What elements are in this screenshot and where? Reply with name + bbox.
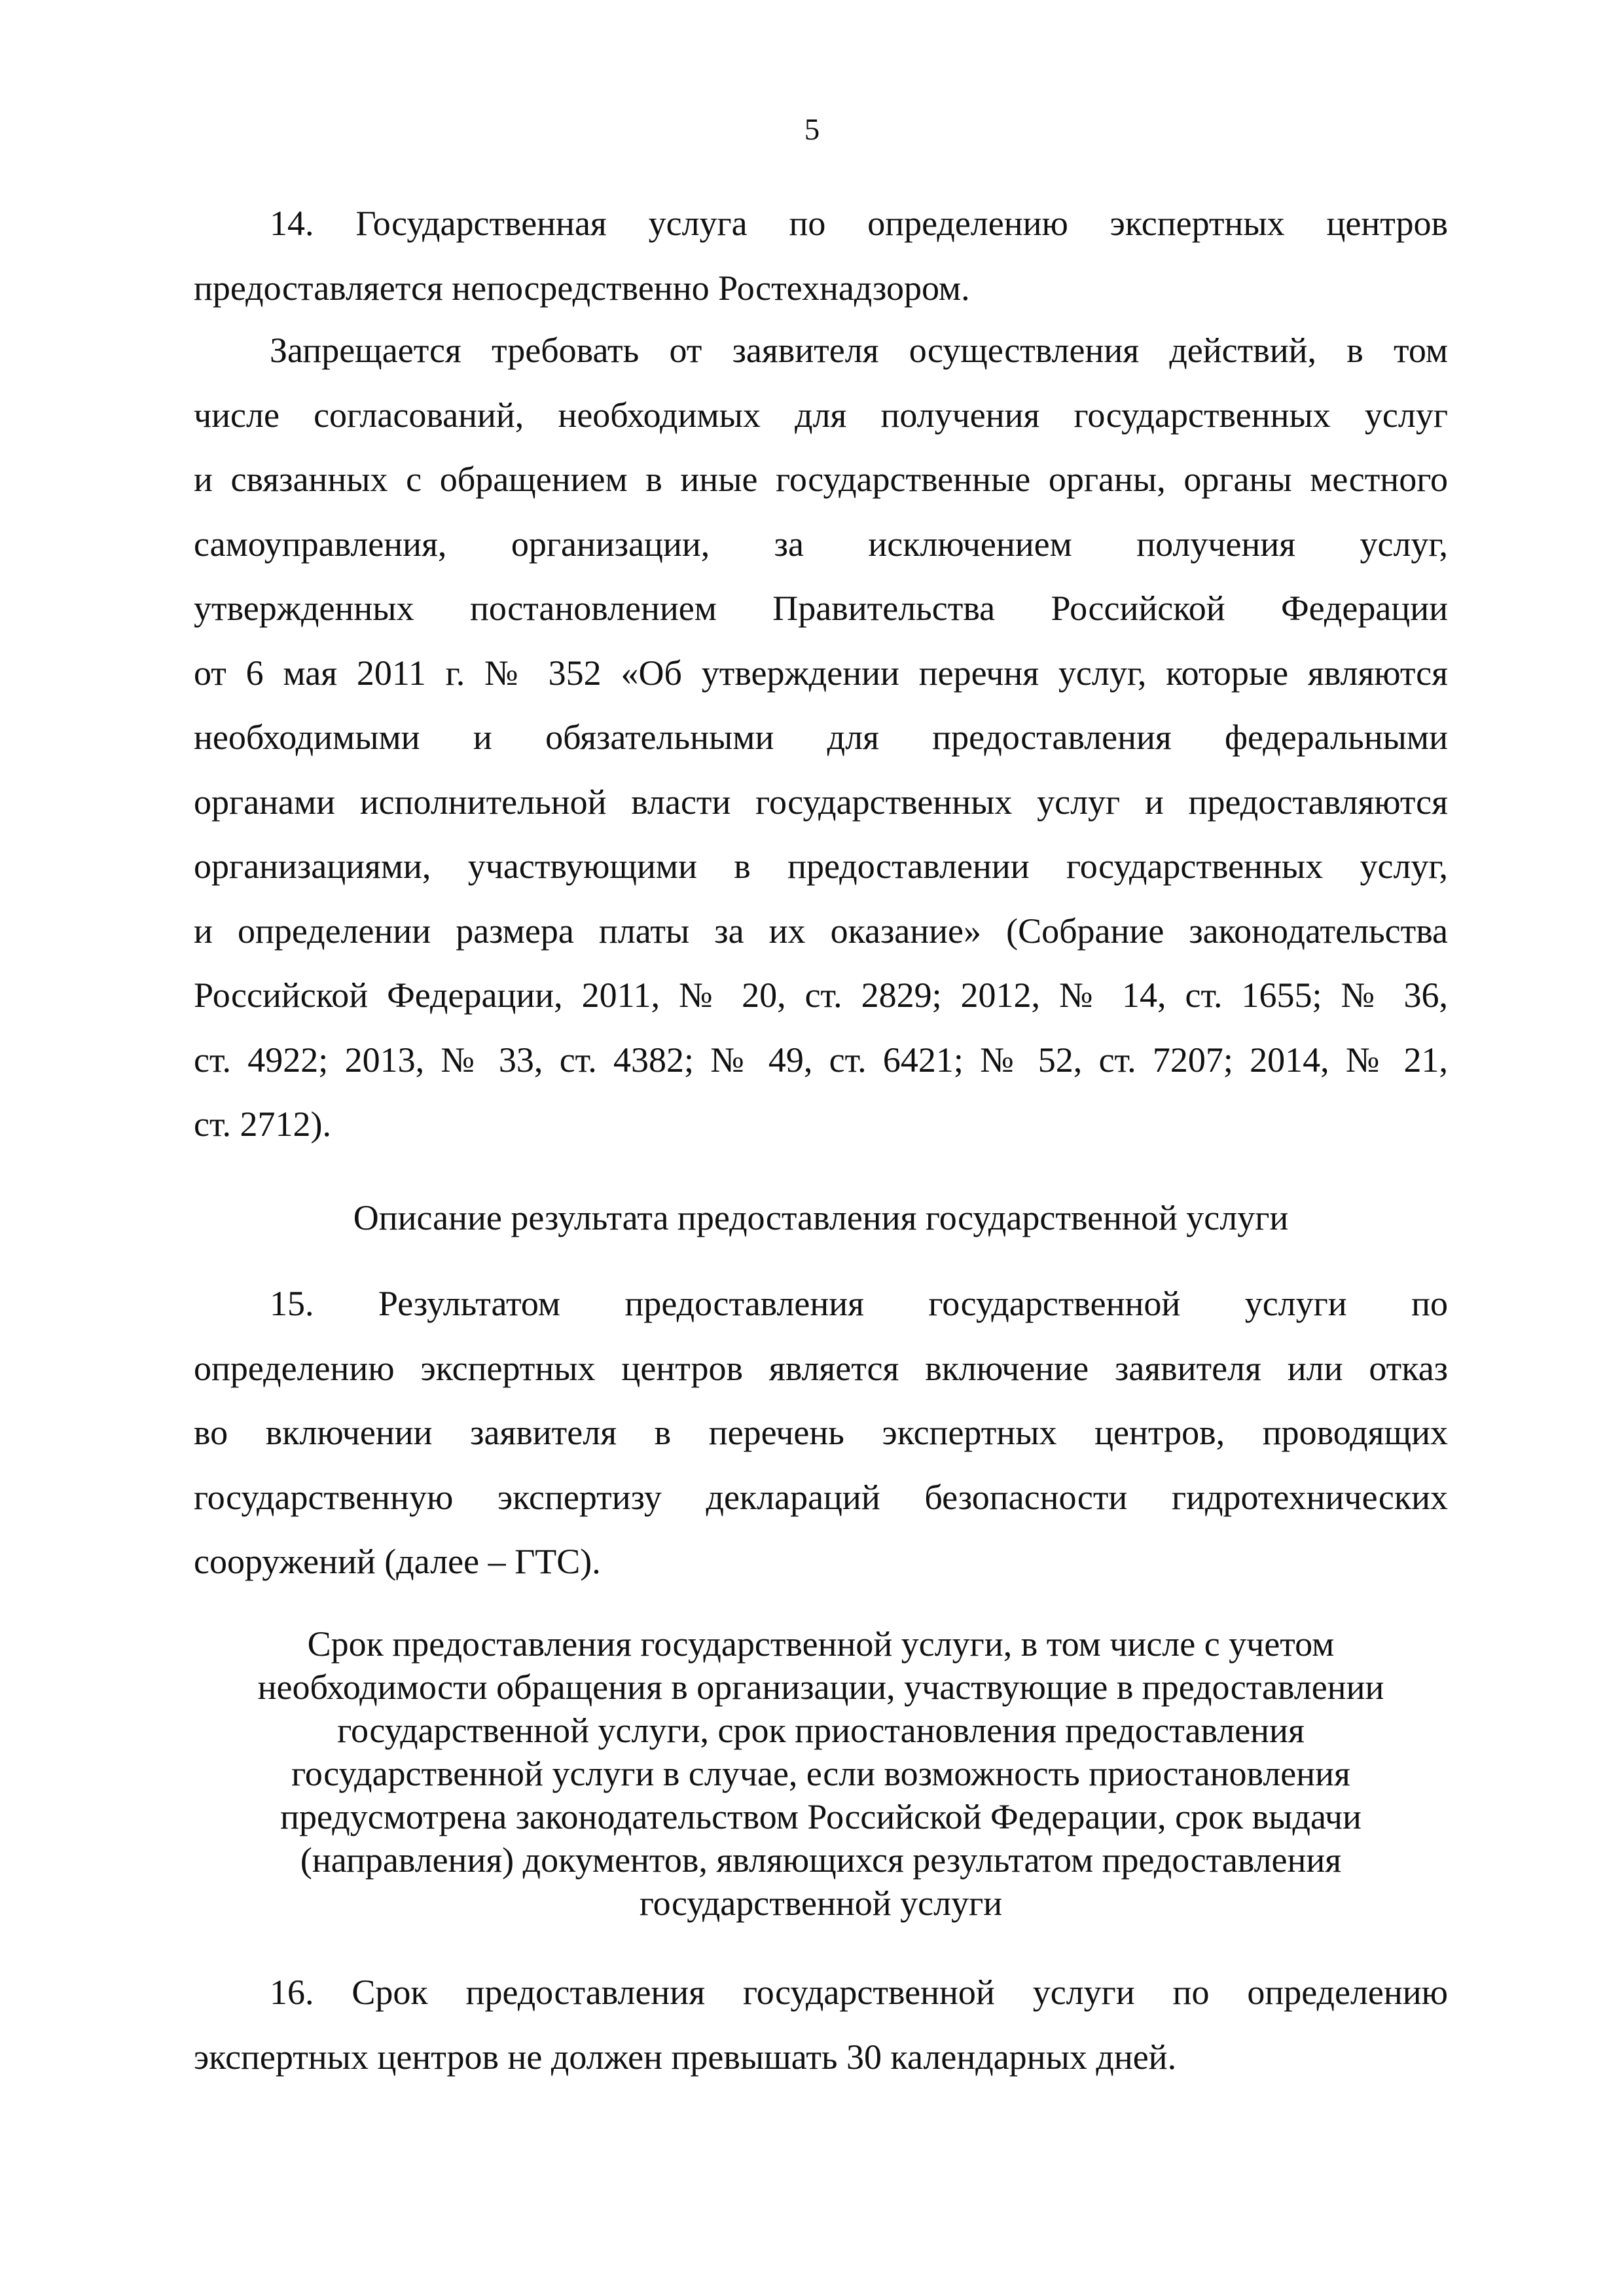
paragraph-line: от 6 мая 2011 г. № 352 «Об утверждении перечня услуг, которые являются <box>194 653 1448 693</box>
heading-line: государственной услуги, срок приостановления предоставления <box>337 1711 1305 1750</box>
heading-line: государственной услуги в случае, если возможность приостановления <box>291 1754 1350 1793</box>
paragraph-line: 15. Результатом предоставления государственной услуги по <box>270 1284 1448 1323</box>
paragraph-line: организациями, участвующими в предоставлении государственных услуг, <box>194 847 1448 886</box>
paragraph-line: 14. Государственная услуга по определению экспертных центров <box>270 204 1448 243</box>
heading-line: Срок предоставления государственной услуги, в том числе с учетом <box>307 1624 1335 1664</box>
paragraph-line: ст. 2712). <box>194 1104 331 1144</box>
heading-line: необходимости обращения в организации, участвующие в предоставлении <box>257 1667 1384 1707</box>
paragraph-15 <box>194 1271 1448 1594</box>
heading-line: предусмотрена законодательством Российской Федерации, срок выдачи <box>280 1797 1362 1836</box>
page-number: 5 <box>804 113 820 147</box>
paragraph-line: необходимыми и обязательными для предоставления федеральными <box>194 718 1448 757</box>
paragraph-14-continuation <box>194 318 1448 1157</box>
paragraph-line: сооружений (далее – ГТС). <box>194 1542 601 1581</box>
paragraph-line: во включении заявителя в перечень экспертных центров, проводящих <box>194 1413 1448 1452</box>
heading-line: Описание результата предоставления государственной услуги <box>353 1198 1289 1237</box>
heading-line: государственной услуги <box>639 1884 1003 1923</box>
section-heading-term <box>194 1622 1448 1925</box>
section-heading-result <box>194 1192 1448 1244</box>
paragraph-line: Российской Федерации, 2011, № 20, ст. 2829; 2012, № 14, ст. 1655; № 36, <box>194 975 1448 1015</box>
paragraph-line: и определении размера платы за их оказание» (Собрание законодательства <box>194 911 1448 951</box>
paragraph-16 <box>194 1960 1448 2089</box>
paragraph-line: экспертных центров не должен превышать 30 календарных дней. <box>194 2037 1177 2077</box>
paragraph-line: утвержденных постановлением Правительства Российской Федерации <box>194 589 1448 628</box>
paragraph-line: и связанных с обращением в иные государственные органы, органы местного <box>194 460 1448 499</box>
paragraph-line: 16. Срок предоставления государственной услуги по определению <box>270 1973 1448 2012</box>
paragraph-14 <box>194 191 1448 320</box>
paragraph-line: числе согласований, необходимых для получения государственных услуг <box>194 395 1448 435</box>
paragraph-line: определению экспертных центров является включение заявителя или отказ <box>194 1348 1448 1388</box>
paragraph-line: предоставляется непосредственно Ростехнадзором. <box>194 268 970 308</box>
heading-line: (направления) документов, являющихся результатом предоставления <box>300 1840 1342 1880</box>
paragraph-line: Запрещается требовать от заявителя осуществления действий, в том <box>270 331 1448 370</box>
paragraph-line: самоуправления, организации, за исключением получения услуг, <box>194 524 1448 564</box>
paragraph-line: ст. 4922; 2013, № 33, ст. 4382; № 49, ст. 6421; № 52, ст. 7207; 2014, № 21, <box>194 1040 1448 1080</box>
paragraph-line: органами исполнительной власти государственных услуг и предоставляются <box>194 782 1448 822</box>
paragraph-line: государственную экспертизу деклараций безопасности гидротехнических <box>194 1477 1448 1517</box>
